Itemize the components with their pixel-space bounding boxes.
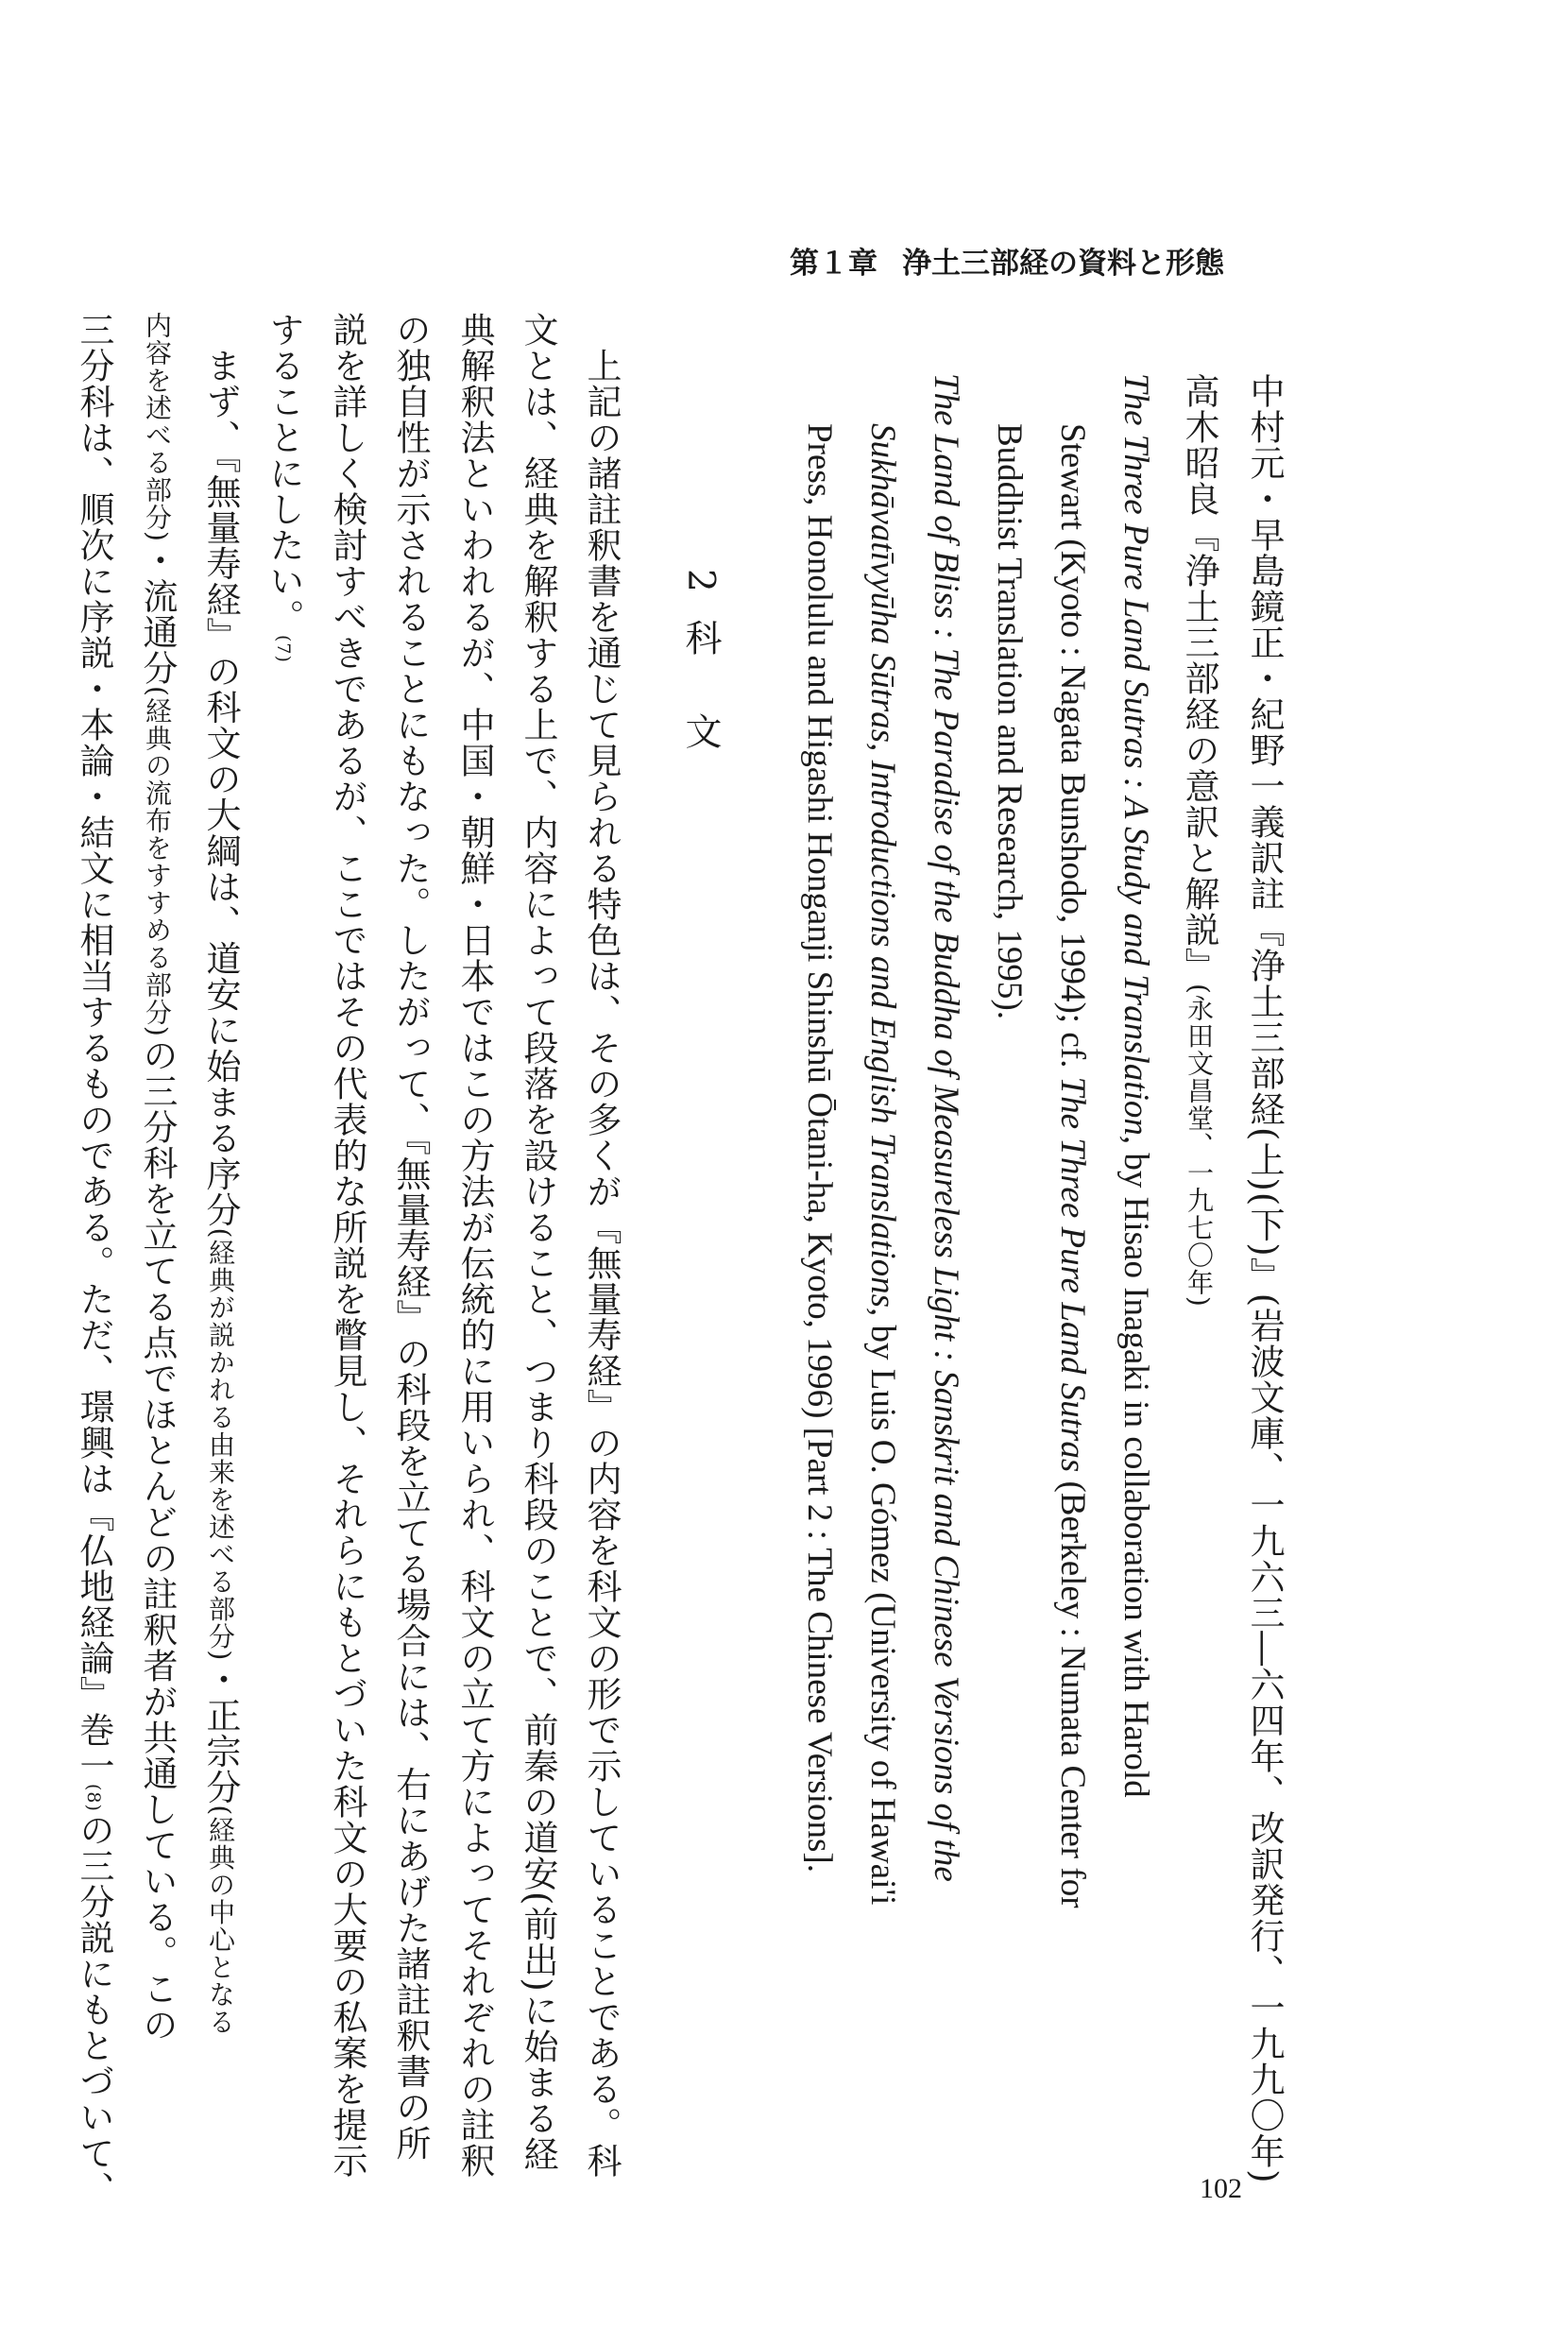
paragraph-1-line-4 — [390, 312, 431, 2162]
p2-line-1b: (経典が説かれる由来を述べる部分) — [205, 1227, 236, 1662]
paragraph-1-line-1 — [581, 348, 622, 2179]
paragraph-2-line-2 — [137, 312, 178, 2043]
reference-3-line-3 — [992, 423, 1027, 1019]
p1-line-4: の独自性が示されることにもなった。したがって、『無量寿経』の科段を立てる場合には、右にあげた諸註釈書の所 — [390, 312, 431, 2162]
reference-1 — [1244, 373, 1285, 2184]
p1-line-3: 典解釈法といわれるが、中国・朝鮮・日本ではこの方法が伝統的に用いられ、科文の立て方によってそれぞれの註釈 — [454, 312, 495, 2179]
reference-2 — [1179, 373, 1219, 1308]
paragraph-1-line-6 — [264, 312, 304, 663]
paragraph-2-line-3 — [74, 312, 114, 2207]
paragraph-1-line-3 — [454, 312, 495, 2179]
paragraph-2-line-1 — [200, 348, 241, 2036]
reference-3-cf-publisher-cont: Buddhist Translation and Research, 1995). — [990, 423, 1029, 1020]
chapter-label: 第１章 — [790, 247, 878, 281]
running-header — [790, 239, 1224, 282]
p2-line-3b: の三分説にもとづいて、 — [74, 1811, 114, 2207]
reference-3-cf-publisher: (Berkeley : Numata Center for — [1053, 1480, 1092, 1908]
reference-4-title: The Land of Bliss : The Paradise of the Buddha of Measureless Light : Sanskrit and Chinese Versions of the — [927, 373, 965, 1882]
section-title-char-1: 科 — [679, 618, 722, 656]
p2-line-3a: 三分科は、順次に序説・本論・結文に相当するものである。ただ、璟興は『仏地経論』巻一 — [74, 312, 114, 1784]
page-number: 102 — [1200, 2173, 1242, 2204]
reference-4-line-1 — [929, 373, 963, 1882]
reference-2-author: 高木昭良 — [1179, 373, 1219, 517]
paragraph-1-line-2 — [518, 312, 558, 2172]
p2-line-2c: (経典の流布をすすめる部分) — [142, 685, 173, 1037]
section-number: 2 — [679, 569, 722, 592]
paragraph-1-line-5 — [327, 312, 367, 2179]
p2-line-1c: ・正宗分 — [200, 1661, 241, 1805]
footnote-ref-8: (8) — [83, 1784, 104, 1812]
footnote-ref-7: (7) — [273, 635, 294, 663]
p2-line-1d: (経典の中心となる — [205, 1805, 236, 2036]
p1-line-6: することにしたい。 — [264, 312, 304, 635]
reference-4-line-2 — [865, 423, 900, 1905]
reference-3-authors: by Hisao Inagaki in collaboration with Harold — [1116, 1153, 1155, 1798]
reference-3-line-1 — [1118, 373, 1153, 1798]
p1-line-5: 説を詳しく検討すべきであるが、ここではその代表的な所説を瞥見し、それらにもとづいた科文の大要の私案を提示 — [327, 312, 367, 2179]
reference-3-publisher: Stewart (Kyoto : Nagata Bunshodo, 1994); cf. — [1053, 423, 1092, 1069]
p2-line-1a: まず、『無量寿経』の科文の大綱は、道安に始まる序分 — [200, 348, 241, 1228]
reference-1-text: 中村元・早島鏡正・紀野一義訳註『浄土三部経(上)(下)』(岩波文庫、一九六三―六四年、改訳発行、一九九〇年) — [1244, 373, 1285, 2184]
p1-line-2: 文とは、経典を解釈する上で、内容によって段落を設けること、つまり科段のことで、前秦の道安(前出)に始まる経 — [518, 312, 558, 2172]
reference-4-publisher: Press, Honolulu and Higashi Honganji Shinshū Ōtani-ha, Kyoto, 1996) [Part 2 : The Chinese Versions]. — [800, 423, 839, 1873]
reference-2-title: 『浄土三部経の意訳と解説』 — [1179, 517, 1219, 984]
p1-line-1: 上記の諸註釈書を通じて見られる特色は、その多くが『無量寿経』の内容を科文の形で示していることである。科 — [581, 348, 622, 2179]
p2-line-2a: 内容を述べる部分) — [142, 312, 173, 542]
section-heading — [673, 569, 726, 749]
p2-line-2b: ・流通分 — [137, 541, 178, 686]
chapter-title: 浄土三部経の資料と形態 — [902, 247, 1224, 281]
reference-4-line-3 — [802, 423, 837, 1873]
section-title-char-2: 文 — [679, 711, 722, 749]
reference-3-line-2 — [1055, 423, 1090, 1908]
reference-4-author: by Luis O. Gómez (University of Hawai'i — [863, 1325, 902, 1906]
reference-4-title-cont: Sukhāvatīvyūha Sūtras, Introductions and English Translations, — [863, 423, 902, 1317]
reference-3-title: The Three Pure Land Sutras : A Study and Translation, — [1116, 373, 1155, 1145]
reference-2-publisher: (永田文昌堂、一九七〇年) — [1184, 984, 1215, 1308]
reference-3-cf-title: The Three Pure Land Sutras — [1053, 1076, 1092, 1473]
p2-line-2d: の三分科を立てる点でほとんどの註釈者が共通している。この — [137, 1036, 178, 2043]
